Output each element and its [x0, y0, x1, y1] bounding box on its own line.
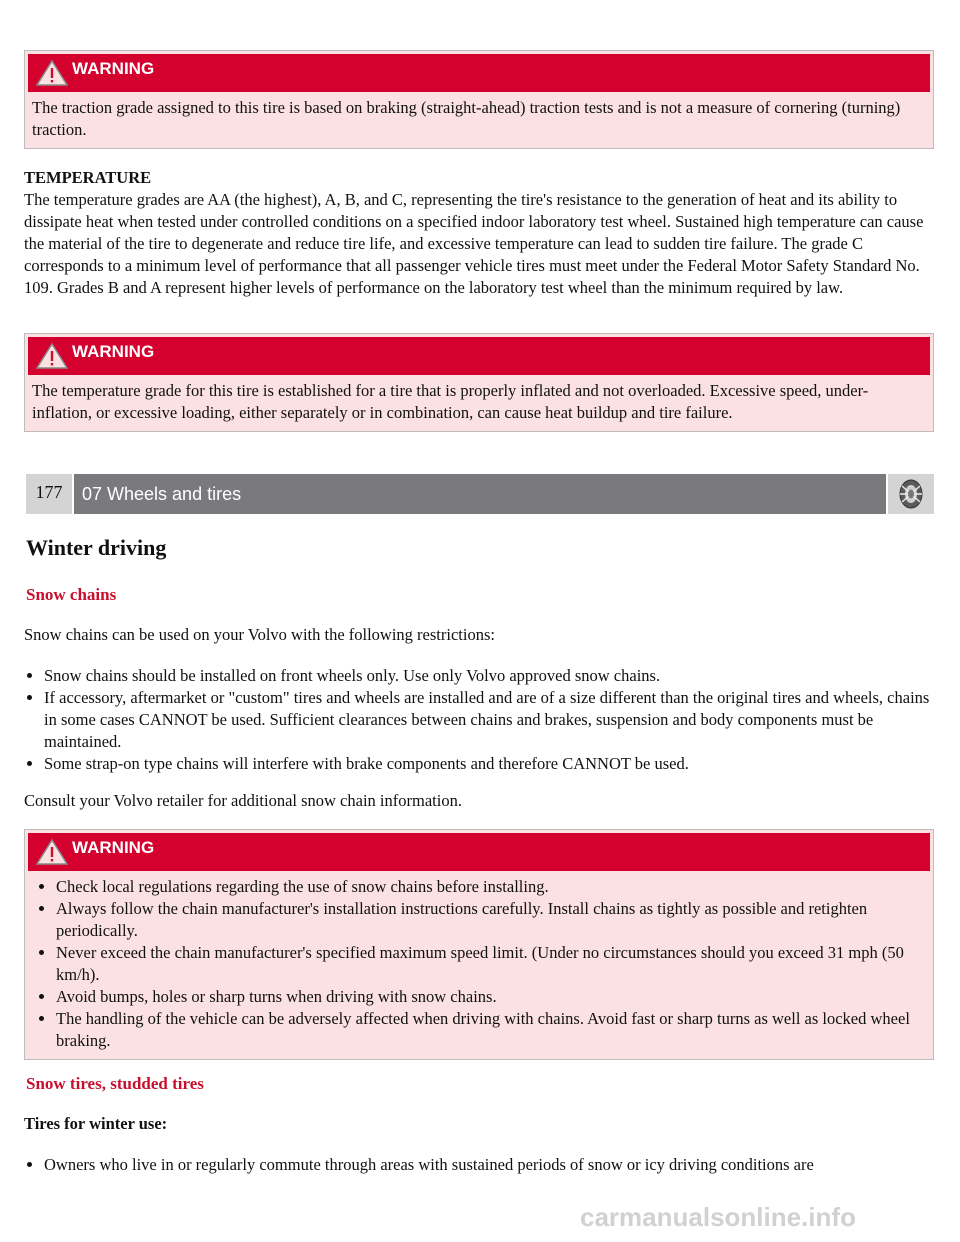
consult-text: Consult your Volvo retailer for additional snow chain information.: [24, 791, 462, 810]
snow-tires-heading: Snow tires, studded tires: [26, 1074, 204, 1093]
snow-tires-subheading: Tires for winter use:: [24, 1114, 168, 1133]
list-item: • If accessory, aftermarket or "custom" tires and wheels are installed and are of a size different than the original tires and wheels, chains in some cases CANNOT be used. Sufficient clearances between chains and brakes, suspension and body components must be maintained.: [44, 687, 936, 753]
snow-chains-list: [24, 665, 936, 775]
list-item: • Never exceed the chain manufacturer's specified maximum speed limit. (Under no circumstances should you exceed 31 mph (50 km/h).: [56, 942, 926, 986]
temperature-paragraph: The temperature grades are AA (the highest), A, B, and C, representing the tire's resistance to the generation of heat and its ability to dissipate heat when tested under controlled conditions on a specified indoor laboratory test wheel. Sustained high temperature can cause the material of the tire to degenerate and reduce tire life, and excessive temperature can lead to sudden tire failure. The grade C corresponds to a minimum level of performance that all passenger vehicle tires must meet under the Federal Motor Safety Standard No. 109. Grades B and A represent higher levels of performance on the laboratory test wheel than the minimum required by law.: [24, 190, 924, 297]
snow-chains-heading: Snow chains: [26, 585, 117, 604]
watermark-logo: [580, 1196, 940, 1236]
snow-chains-intro: Snow chains can be used on your Volvo with the following restrictions:: [24, 625, 495, 644]
list-item: • Always follow the chain manufacturer's installation instructions carefully. Install chains as tightly as possible and retighten periodically.: [56, 898, 926, 942]
chapter-bar: [26, 474, 934, 514]
section-title: Winter driving: [26, 535, 167, 560]
warning-label: WARNING: [72, 342, 155, 361]
warning-triangle-icon: [34, 341, 70, 371]
warning-triangle-icon: [34, 837, 70, 867]
snow-tires-list: [24, 1154, 936, 1176]
warning-box-snow-chains: [24, 829, 934, 1060]
warning-text: The temperature grade for this tire is established for a tire that is properly inflated and not overloaded. Excessive speed, under-inflation, or excessive loading, either separately or in combination, can cause heat buildup and tire failure.: [32, 381, 869, 422]
warning-header: [28, 337, 930, 375]
warning-text: The traction grade assigned to this tire is based on braking (straight-ahead) traction tests and is not a measure of cornering (turning) traction.: [32, 98, 901, 139]
list-item: • Check local regulations regarding the use of snow chains before installing.: [56, 876, 926, 898]
page-number: 177: [26, 474, 72, 514]
warning-box-temperature: [24, 333, 934, 432]
warning-box-traction: [24, 50, 934, 149]
list-item: • Snow chains should be installed on front wheels only. Use only Volvo approved snow chains.: [44, 665, 936, 687]
tire-chain-icon: [888, 474, 934, 514]
chapter-title: 07 Wheels and tires: [74, 474, 886, 514]
temperature-heading: TEMPERATURE: [24, 168, 152, 187]
warning-header: [28, 833, 930, 871]
warning-triangle-icon: [34, 58, 70, 88]
warning-header: [28, 54, 930, 92]
warning-label: WARNING: [72, 59, 155, 78]
warning-label: WARNING: [72, 838, 155, 857]
list-item: • Owners who live in or regularly commute through areas with sustained periods of snow or icy driving conditions are: [44, 1154, 936, 1176]
list-item: • Some strap-on type chains will interfere with brake components and therefore CANNOT be used.: [44, 753, 936, 775]
svg-text:carmanualsonline.info: carmanualsonline.info: [580, 1202, 856, 1232]
list-item: • The handling of the vehicle can be adversely affected when driving with chains. Avoid fast or sharp turns as well as locked wheel braking.: [56, 1008, 926, 1052]
list-item: • Avoid bumps, holes or sharp turns when driving with snow chains.: [56, 986, 926, 1008]
warning-list: [28, 871, 930, 1056]
